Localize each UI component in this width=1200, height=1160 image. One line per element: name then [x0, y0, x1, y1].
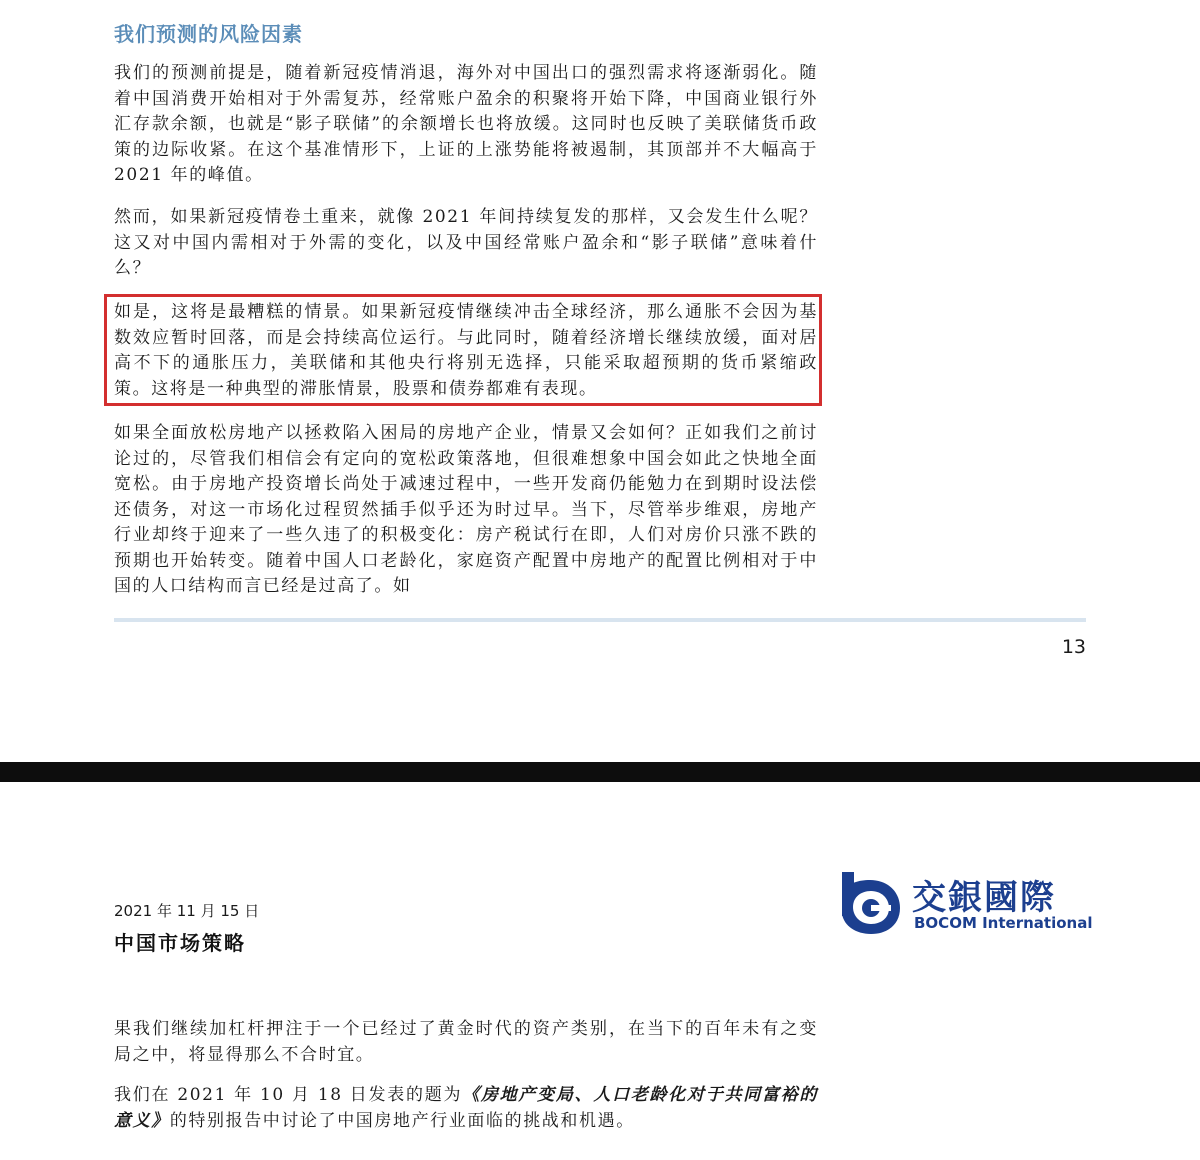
logo-english-name: BOCOM International	[914, 914, 1093, 932]
section-title: 我们预测的风险因素	[114, 22, 303, 46]
report-reference-prefix: 我们在 2021 年 10 月 18 日发表的题为	[114, 1085, 463, 1105]
report-reference-title: 《房地产变局、人口老龄化对于共同富裕的意义》	[114, 1085, 819, 1131]
bocom-logo	[838, 870, 1093, 936]
page-divider	[0, 762, 1200, 782]
report-page-14	[0, 782, 1200, 1160]
paragraph-property-easing: 如果全面放松房地产以拯救陷入困局的房地产企业，情景又会如何？正如我们之前讨论过的，尽管我们相信会有定向的宽松政策落地，但很难想象中国会如此之快地全面宽松。由于房地产投资增长尚处于减速过程中，一些开发商仍能勉力在到期时设法偿还债务，对这一市场化过程贸然插手似乎还为时过早。当下，尽管举步维艰，房地产行业却终于迎来了一些久违了的积极变化：房产税试行在即，人们对房价只涨不跌的预期也开始转变。随着中国人口老龄化，家庭资产配置中房地产的配置比例相对于中国的人口结构而言已经是过高了。如	[114, 423, 818, 596]
logo-chinese-name: 交銀國際	[912, 878, 1056, 918]
report-reference-suffix: 的特别报告中讨论了中国房地产行业面临的挑战和机遇。	[169, 1110, 635, 1131]
report-title: 中国市场策略	[114, 931, 246, 955]
page-number: 13	[1061, 636, 1086, 658]
paragraph-special-report	[114, 1083, 818, 1134]
bocom-logo-icon	[838, 870, 904, 936]
paragraph-worst-case: 如是，这将是最糟糕的情景。如果新冠疫情继续冲击全球经济，那么通胀不会因为基数效应暂时回落，而是会持续高位运行。与此同时，随着经济增长继续放缓，面对居高不下的通胀压力，美联储和其他央行将别无选择，只能采取超预期的货币紧缩政策。这将是一种典型的滞胀情景，股票和债券都难有表现。	[114, 302, 818, 399]
paragraph-covid-question: 然而，如果新冠疫情卷土重来，就像 2021 年间持续复发的那样，又会发生什么呢？这又对中国内需相对于外需的变化，以及中国经常账户盈余和“影子联储”意味着什么？	[114, 207, 818, 278]
footer-rule	[114, 618, 1086, 622]
report-date: 2021 年 11 月 15 日	[114, 902, 260, 920]
paragraph-leverage: 果我们继续加杠杆押注于一个已经过了黄金时代的资产类别，在当下的百年未有之变局之中，将显得那么不合时宜。	[114, 1019, 818, 1065]
paragraph-forecast-premise: 我们的预测前提是，随着新冠疫情消退，海外对中国出口的强烈需求将逐渐弱化。随着中国消费开始相对于外需复苏，经常账户盈余的积聚将开始下降，中国商业银行外汇存款余额，也就是“影子联储”的余额增长也将放缓。这同时也反映了美联储货币政策的边际收紧。在这个基准情形下，上证的上涨势能将被遏制，其顶部并不大幅高于 2021 年的峰值。	[114, 63, 818, 185]
highlight-box	[104, 294, 822, 406]
